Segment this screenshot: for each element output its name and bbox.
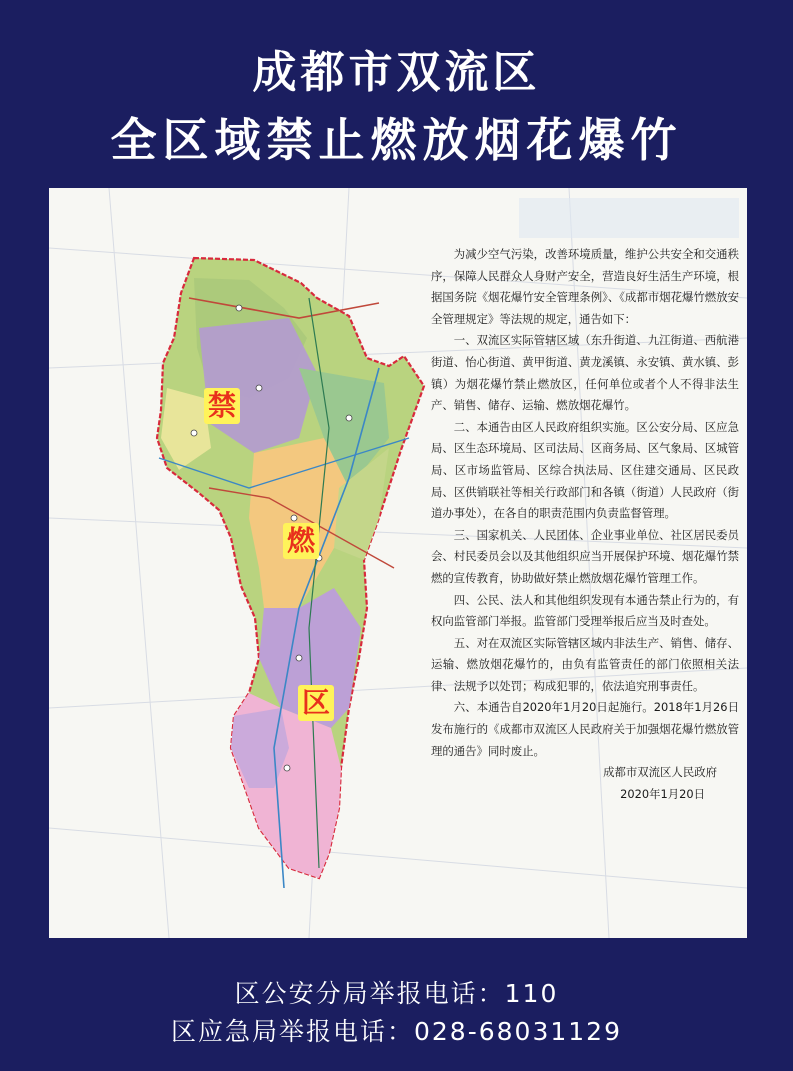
notice-text xyxy=(431,244,739,805)
notice-intro: 为减少空气污染，改善环境质量，维护公共安全和交通秩序，保障人民群众人身财产安全，营造良好生活生产环境，根据国务院《烟花爆竹安全管理条例》、《成都市烟花爆竹燃放安全管理规定》等法规的规定，通告如下： xyxy=(431,247,739,326)
notice-date: 2020年1月20日 xyxy=(620,786,705,801)
map-char-qu: 区 xyxy=(298,685,334,721)
poster-title-line2: 全区域禁止燃放烟花爆竹 xyxy=(110,113,683,167)
notice-item-3: 三、国家机关、人民团体、企业事业单位、社区居民委员会、村民委员会以及其他组织应当开展保护环境、烟花爆竹禁燃的宣传教育，协助做好禁止燃放烟花爆竹管理工作。 xyxy=(431,527,739,585)
notice-item-2: 二、本通告由区人民政府组织实施。区公安分局、区应急局、区生态环境局、区司法局、区商务局、区气象局、区城管局、区市场监管局、区综合执法局、区住建交通局、区民政局、区供销联社等相关行政部门和各镇（街道）人民政府（街道办事处），在各自的职责范围内负责监督管理。 xyxy=(431,419,739,521)
map-char-jin: 禁 xyxy=(204,388,240,424)
shuangliu-district-area xyxy=(157,258,424,878)
notice-signature: 成都市双流区人民政府 xyxy=(603,765,717,780)
notice-item-4: 四、公民、法人和其他组织发现有本通告禁止行为的，有权向监管部门举报。监管部门受理举报后应当及时查处。 xyxy=(431,592,739,629)
notice-item-1: 一、双流区实际管辖区域（东升街道、九江街道、西航港街道、怡心街道、黄甲街道、黄龙溪镇、永安镇、黄水镇、彭镇）为烟花爆竹禁止燃放区，任何单位或者个人不得非法生产、销售、储存、运输、燃放烟花爆竹。 xyxy=(431,333,739,413)
police-hotline: 区公安分局举报电话：110 xyxy=(234,979,559,1008)
poster-title-line1: 成都市双流区 xyxy=(252,47,541,98)
map-char-ran: 燃 xyxy=(283,523,319,559)
notice-item-5: 五、对在双流区实际管辖区域内非法生产、销售、储存、运输、燃放烟花爆竹的，由负有监管责任的部门依照相关法律、法规予以处罚；构成犯罪的，依法追究刑事责任。 xyxy=(431,635,739,693)
notice-item-6: 六、本通告自2020年1月20日起施行。2018年1月26日发布施行的《成都市双流区人民政府关于加强烟花爆竹燃放管理的通告》同时废止。 xyxy=(431,700,739,758)
emergency-hotline: 区应急局举报电话：028-68031129 xyxy=(171,1017,622,1046)
map-panel xyxy=(49,188,747,938)
